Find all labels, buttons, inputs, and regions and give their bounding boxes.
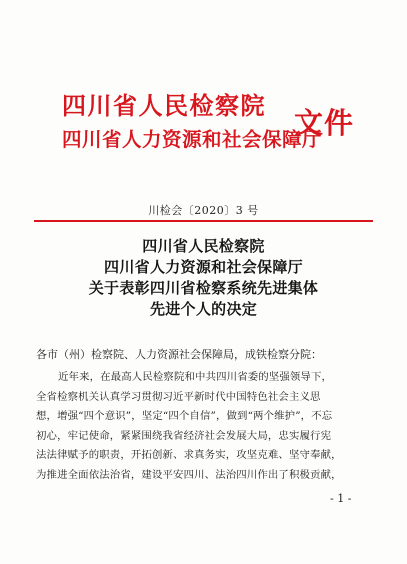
title-line: 四川省人力资源和社会保障厅 — [104, 258, 303, 276]
body-line: 想，增强“四个意识”，坚定“四个自信”，做到“两个维护”，不忘 — [36, 410, 333, 422]
body-paragraph — [36, 368, 372, 485]
page-number: - 1 - — [330, 492, 352, 505]
issuing-agency-procuratorate: 四川省人民检察院 — [62, 91, 266, 120]
title-line: 四川省人民检察院 — [142, 237, 265, 255]
red-divider-rule — [34, 220, 373, 222]
document-type-label: 文件 — [294, 106, 355, 140]
body-line: 全省检察机关认真学习贯彻习近平新时代中国特色社会主义思 — [36, 390, 321, 403]
title-line: 关于表彰四川省检察系统先进集体 — [88, 279, 319, 297]
document-title — [0, 236, 407, 320]
red-header — [62, 91, 362, 158]
issuing-agency-hrss: 四川省人力资源和社会保障厅 — [62, 128, 323, 151]
body-line: 为推进全面依法治省，建设平安四川、法治四川作出了积极贡献， — [36, 468, 342, 481]
body-line: 近年来，在最高人民检察院和中共四川省委的坚强领导下， — [58, 371, 333, 383]
document-number: 川检会〔2020〕3 号 — [148, 204, 259, 217]
body-line: 法法律赋予的职责，开拓创新、求真务实，攻坚克难、坚守奉献， — [36, 449, 342, 461]
title-line: 先进个人的决定 — [149, 300, 258, 318]
salutation: 各市（州）检察院、人力资源社会保障局，成铁检察分院： — [36, 348, 322, 361]
body-line: 初心，牢记使命，紧紧围绕我省经济社会发展大局，忠实履行宪 — [36, 429, 332, 442]
